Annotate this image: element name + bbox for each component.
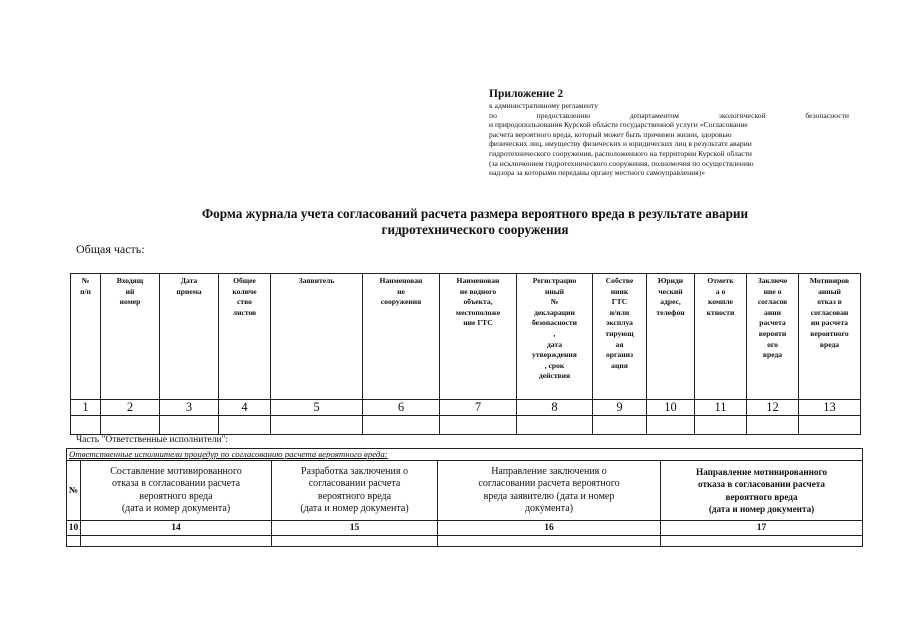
responsible-number-row	[67, 521, 863, 536]
column-header: Собстве нник ГТС и/или эксплуа тирующ ая организ ация	[593, 274, 647, 400]
column-number: 17	[661, 521, 863, 536]
appendix-line: и природопользования Курской области государственной услуги «Согласование	[489, 120, 748, 130]
empty-cell[interactable]	[647, 416, 695, 435]
column-number: 10	[647, 400, 695, 416]
column-number: 13	[799, 400, 861, 416]
appendix-line: расчета вероятного вреда, который может быть причинен жизни, здоровью	[489, 129, 732, 139]
general-empty-row	[71, 416, 861, 435]
column-header: Юриди ческий адрес, телефон	[647, 274, 695, 400]
column-number: 15	[272, 521, 438, 536]
column-number: 9	[593, 400, 647, 416]
column-number: 12	[747, 400, 799, 416]
appendix-line: физических лиц, имуществу физических и юридических лиц в результате аварии	[489, 139, 752, 149]
column-number: 4	[219, 400, 271, 416]
column-header: Наименован ие сооружения	[363, 274, 440, 400]
column-number: 14	[81, 521, 272, 536]
responsible-empty-row	[67, 536, 863, 547]
column-number: 5	[271, 400, 363, 416]
column-header: Заявитель	[271, 274, 363, 400]
empty-cell[interactable]	[661, 536, 863, 547]
responsible-header-row	[67, 461, 863, 521]
responsible-table	[66, 448, 863, 547]
column-number: 8	[517, 400, 593, 416]
appendix-block	[489, 88, 849, 178]
appendix-line: к административному регламенту	[489, 101, 599, 110]
empty-cell[interactable]	[271, 416, 363, 435]
column-header: Разработка заключения о согласовании расчета вероятного вреда (дата и номер документа)	[272, 461, 438, 521]
column-header: Направление заключения о согласовании расчета вероятного вреда заявителю (дата и номер документа)	[438, 461, 661, 521]
empty-cell[interactable]	[81, 536, 272, 547]
general-number-row	[71, 400, 861, 416]
column-header: Мотивиров анный отказ в согласован ии расчета вероятного вреда	[799, 274, 861, 400]
column-header: Регистрацио нный № декларации безопасности , дата утверждения , срок действия	[517, 274, 593, 400]
column-number: 7	[440, 400, 517, 416]
column-header: №	[67, 461, 81, 521]
column-header: Отметк а о компле ктности	[695, 274, 747, 400]
appendix-line: (за исключением гидротехнического сооружения, полномочия по осуществлению	[489, 158, 754, 168]
column-number: 11	[695, 400, 747, 416]
empty-cell[interactable]	[799, 416, 861, 435]
column-header: Направление мотивированного отказа в согласовании расчета вероятного вреда (дата и номер документа)	[661, 461, 863, 521]
column-number: 3	[160, 400, 219, 416]
column-header: Общее количе ство листов	[219, 274, 271, 400]
column-header: Входящ ий номер	[101, 274, 160, 400]
responsible-caption: Ответственные исполнители процедур по согласованию расчета вероятного вреда:	[67, 449, 863, 461]
empty-cell[interactable]	[363, 416, 440, 435]
column-header: Составление мотивированного отказа в согласовании расчета вероятного вреда (дата и номер документа)	[81, 461, 272, 521]
appendix-word: экологической	[718, 110, 766, 120]
responsible-part-label: Часть "Ответственные исполнители":	[76, 435, 229, 445]
column-header: Наименован ие водного объекта, местоположе ние ГТС	[440, 274, 517, 400]
empty-cell[interactable]	[438, 536, 661, 547]
column-number: 1	[71, 400, 101, 416]
column-number: 2	[101, 400, 160, 416]
empty-cell[interactable]	[517, 416, 593, 435]
appendix-word: безопасности	[805, 110, 849, 120]
appendix-line-justified	[489, 111, 849, 121]
empty-cell[interactable]	[593, 416, 647, 435]
column-number: 16	[438, 521, 661, 536]
appendix-line: надзора за которыми переданы органу местного самоуправления)»	[489, 168, 706, 178]
general-header-row	[71, 274, 861, 400]
form-title-line: Форма журнала учета согласований расчета размера вероятного вреда в результате аварии	[201, 206, 749, 221]
appendix-word: департаментом	[629, 110, 679, 120]
form-title-line: гидротехнического сооружения	[381, 222, 569, 237]
column-header: № п/п	[71, 274, 101, 400]
responsible-caption-row	[67, 449, 863, 461]
empty-cell[interactable]	[219, 416, 271, 435]
general-part-label: Общая часть:	[76, 242, 145, 256]
appendix-word: по	[489, 110, 497, 120]
empty-cell[interactable]	[440, 416, 517, 435]
empty-cell[interactable]	[747, 416, 799, 435]
appendix-title: Приложение 2	[489, 88, 564, 100]
appendix-word: предоставлению	[536, 110, 591, 120]
form-title	[100, 206, 850, 238]
general-table	[70, 273, 861, 435]
empty-cell[interactable]	[272, 536, 438, 547]
column-header: Дата приема	[160, 274, 219, 400]
column-number: 6	[363, 400, 440, 416]
empty-cell[interactable]	[71, 416, 101, 435]
empty-cell[interactable]	[160, 416, 219, 435]
column-header: Заключе ние о согласов ании расчета вероятн ого вреда	[747, 274, 799, 400]
appendix-line: гидротехнического сооружения, расположенного на территории Курской области	[489, 148, 752, 158]
empty-cell[interactable]	[67, 536, 81, 547]
empty-cell[interactable]	[695, 416, 747, 435]
column-number: 10	[67, 521, 81, 536]
empty-cell[interactable]	[101, 416, 160, 435]
